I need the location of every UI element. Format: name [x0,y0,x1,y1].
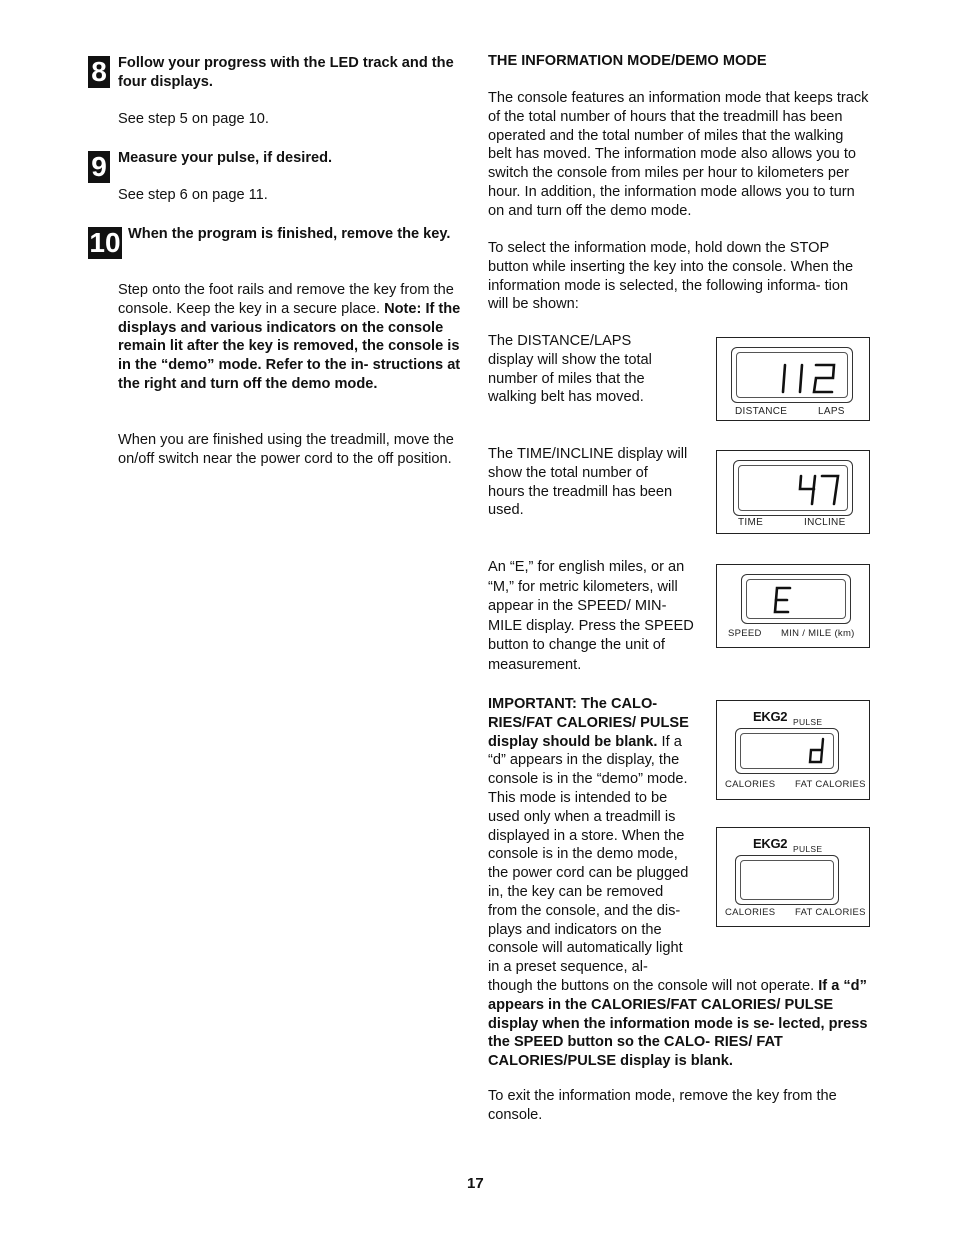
speed-value-digit [772,585,794,615]
speed-lcd [741,574,851,624]
section-title: THE INFORMATION MODE/DEMO MODE [488,53,767,69]
calories-label: CALORIES [725,907,776,918]
min-mile-label: MIN / MILE (km) [781,628,855,639]
calories-label: CALORIES [725,779,776,790]
page-number: 17 [467,1175,484,1192]
step-10-body [118,281,466,394]
calories-blank-display-panel [716,827,870,927]
step-10-body-plain: Step onto the foot rails and remove the key from the console. Keep the key in a secure place. [118,282,454,317]
calories-demo-display-panel [716,700,870,800]
incline-label: INCLINE [804,517,846,528]
distance-label: DISTANCE [735,406,788,417]
step-9-number: 9 [88,151,110,183]
time-value-digits [796,473,842,507]
speed-display-panel [716,564,870,648]
time-description: The TIME/INCLINE display will show the total number of hours the treadmill has been used. [488,446,688,519]
distance-display-panel [716,337,870,421]
step-9-body: See step 6 on page 11. [118,187,268,203]
intro-paragraph: The console features an information mode that keeps track of the total number of hours that the treadmill has been operated and the total number of miles that the walking belt has moved. The information mode also allows you to switch the console from miles per hour to kilometers per hour. In addition, the information mode allows you to turn on and turn off the demo mode. [488,90,869,219]
exit-paragraph: To exit the information mode, remove the key from the console. [488,1088,837,1123]
ekg2-logo: EKG2 [753,709,788,724]
time-lcd [733,460,853,516]
ekg2-logo: EKG2 [753,836,788,851]
step-9-heading: Measure your pulse, if desired. [118,150,333,166]
fat-calories-label: FAT CALORIES [795,907,866,918]
distance-description: The DISTANCE/LAPS display will show the total number of miles that the walking belt has moved. [488,333,652,406]
step-10-note: Note: If the displays and various indicators on the console remain lit after the key is removed, the console is in the “demo” mode. Refer to the in- structions at the right and turn off the demo mode. [118,300,461,392]
step-10-heading: When the program is finished, remove the key. [128,226,451,242]
select-paragraph: To select the information mode, hold down the STOP button while inserting the key into the console. When the information mode is selected, the following informa- tion will be shown: [488,240,854,313]
step-8-number: 8 [88,56,110,88]
step-8-body: See step 5 on page 10. [118,111,269,127]
important-heading: IMPORTANT: The CALO- RIES/FAT CALORIES/ PULSE display should be blank. [488,696,689,750]
calories-blank-lcd [735,855,839,905]
calories-demo-digit-d [808,737,826,765]
pulse-label: PULSE [793,844,823,854]
calories-demo-lcd [735,728,839,774]
step-10-body-2: When you are finished using the treadmill, move the on/off switch near the power cord to the off position. [118,432,454,467]
time-display-panel [716,450,870,534]
pulse-label: PULSE [793,717,823,727]
important-body: If a “d” appears in the display, the console is in the “demo” mode. This mode is intended to be used only when a treadmill is displayed in a store. When the console is in the demo mode, the power cord can be plugged in, the key can be removed from the console, and the dis- plays and indicators on the console will automatically light in a preset sequence, al- though the buttons on the console will not operate. [488,733,819,994]
speed-label: SPEED [728,628,762,639]
step-10-number: 10 [89,227,121,258]
distance-value-digits [778,362,846,396]
important-instruction: If a “d” appears in the CALORIES/FAT CALORIES/ PULSE display when the information mode is se- lected, press the SPEED button so the CALO- RIES/ FAT CALORIES/PULSE display is blank. [488,977,868,1070]
step-8-heading: Follow your progress with the LED track and the four displays. [118,55,454,90]
distance-lcd [731,347,853,403]
speed-description: An “E,” for english miles, or an “M,” for metric kilometers, will appear in the SPEED/ MIN- MILE display. Press the SPEED button to change the unit of measurement. [488,559,694,673]
fat-calories-label: FAT CALORIES [795,779,866,790]
laps-label: LAPS [818,406,845,417]
time-label: TIME [738,517,764,528]
